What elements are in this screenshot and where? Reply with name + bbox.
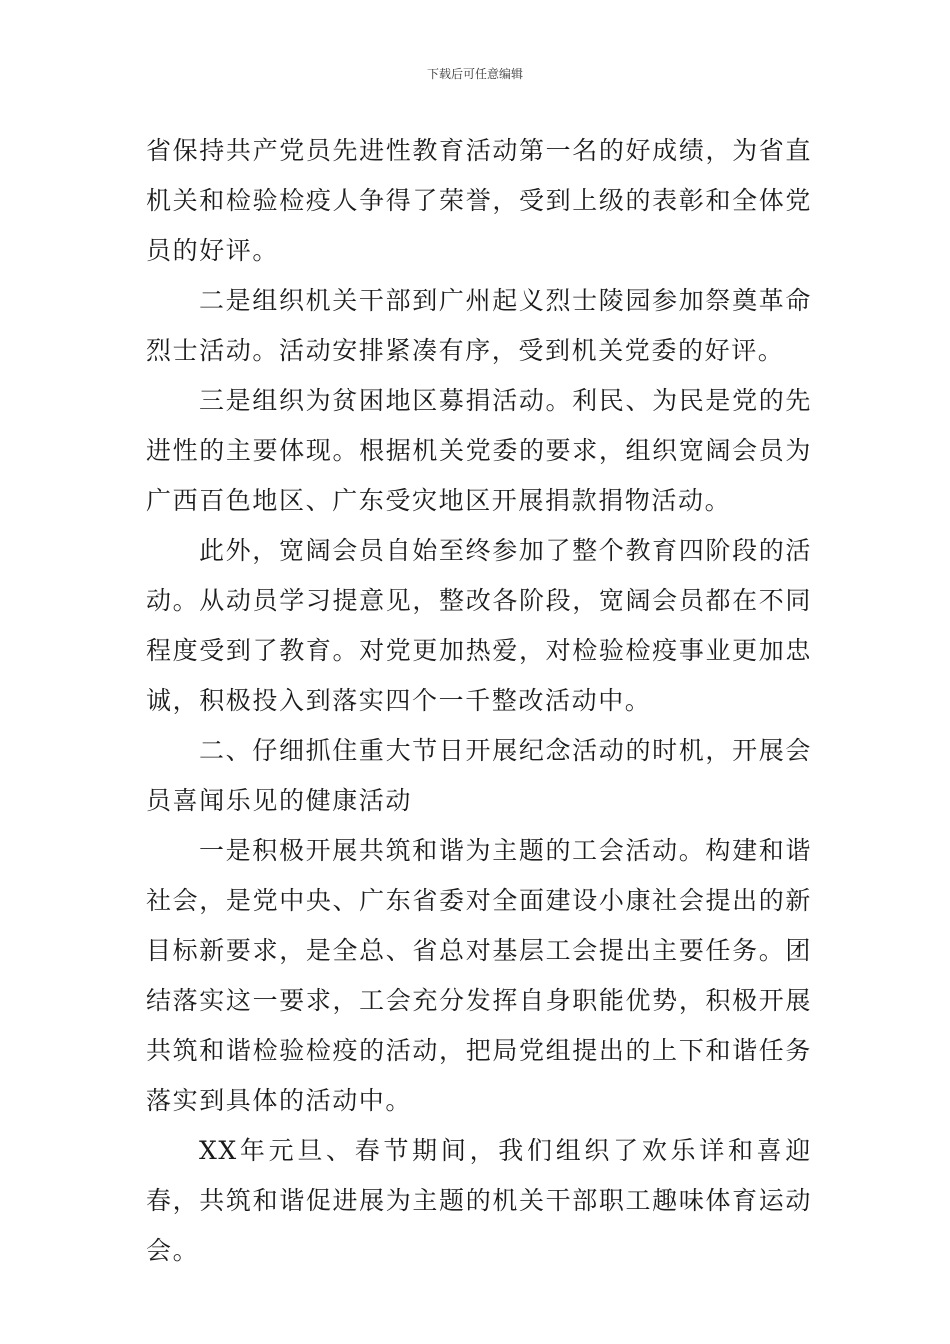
paragraph-3: 三是组织为贫困地区募捐活动。利民、为民是党的先进性的主要体现。根据机关党委的要求，组织宽阔会员为广西百色地区、广东受灾地区开展捐款捐物活动。	[146, 386, 812, 515]
section-heading: 二、仔细抓住重大节日开展纪念活动的时机，开展会员喜闻乐见的健康活动	[146, 736, 812, 815]
page-header: 下载后可任意编辑	[426, 67, 523, 81]
document-body	[146, 126, 812, 1276]
paragraph-5: 一是积极开展共筑和谐为主题的工会活动。构建和谐社会，是党中央、广东省委对全面建设小康社会提出的新目标新要求，是全总、省总对基层工会提出主要任务。团结落实这一要求，工会充分发挥自身职能优势，积极开展共筑和谐检验检疫的活动，把局党组提出的上下和谐任务落实到具体的活动中。	[146, 836, 812, 1115]
paragraph-1: 省保持共产党员先进性教育活动第一名的好成绩，为省直机关和检验检疫人争得了荣誉，受到上级的表彰和全体党员的好评。	[146, 136, 812, 265]
paragraph-2: 二是组织机关干部到广州起义烈士陵园参加祭奠革命烈士活动。活动安排紧凑有序，受到机关党委的好评。	[146, 286, 812, 365]
paragraph-4: 此外，宽阔会员自始至终参加了整个教育四阶段的活动。从动员学习提意见，整改各阶段，宽阔会员都在不同程度受到了教育。对党更加热爱，对检验检疫事业更加忠诚，积极投入到落实四个一千整改活动中。	[146, 536, 812, 715]
paragraph-6: XX年元旦、春节期间，我们组织了欢乐详和喜迎春，共筑和谐促进展为主题的机关干部职工趣味体育运动会。	[146, 1136, 812, 1265]
